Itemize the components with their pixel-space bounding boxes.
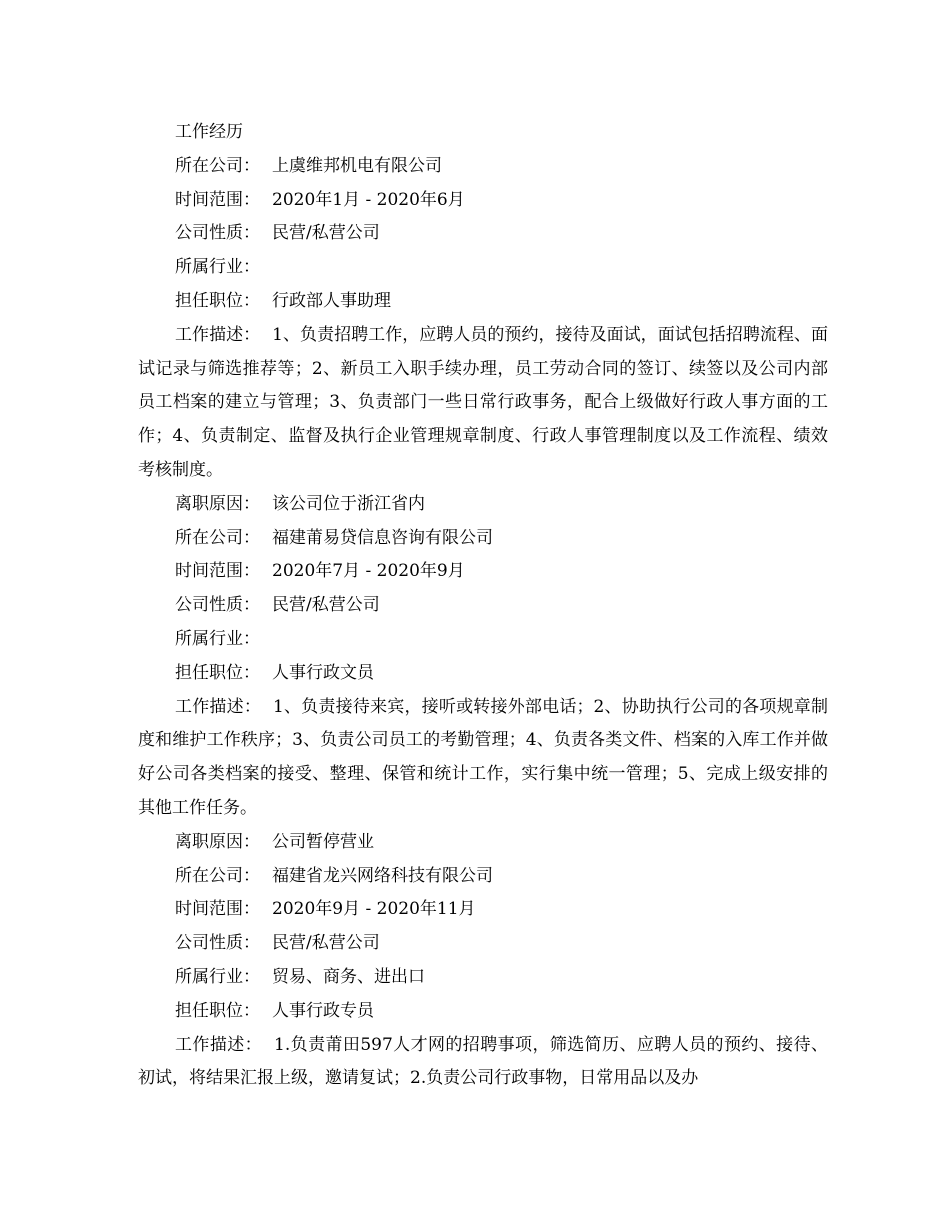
reason-label: 离职原因： [175, 831, 260, 852]
reason-row [138, 826, 828, 860]
description-label: 工作描述： [175, 324, 261, 345]
company-row [138, 522, 828, 556]
company-value: 福建莆易贷信息咨询有限公司 [272, 527, 493, 548]
nature-label: 公司性质： [175, 933, 260, 954]
nature-label: 公司性质： [175, 223, 260, 244]
description-label: 工作描述： [175, 1034, 263, 1055]
period-label: 时间范围： [175, 899, 260, 920]
nature-row [138, 217, 828, 251]
description-paragraph [138, 1029, 828, 1097]
period-label: 时间范围： [175, 561, 260, 582]
description-value: 1、负责接待来宾，接听或转接外部电话；2、协助执行公司的各项规章制度和维护工作秩序；3、负责公司员工的考勤管理；4、负责各类文件、档案的入库工作并做好公司各类档案的接受、整理、保管和统计工作，实行集中统一管理；5、完成上级安排的其他工作任务。 [138, 696, 828, 818]
description-value: 1、负责招聘工作，应聘人员的预约，接待及面试，面试包括招聘流程、面试记录与筛选推荐等；2、新员工入职手续办理，员工劳动合同的签订、续签以及公司内部员工档案的建立与管理；3、负责部门一些日常行政事务，配合上级做好行政人事方面的工作；4、负责制定、监督及执行企业管理规章制度、行政人事管理制度以及工作流程、绩效考核制度。 [138, 324, 828, 480]
company-row [138, 860, 828, 894]
position-label: 担任职位： [175, 662, 260, 683]
period-label: 时间范围： [175, 189, 260, 210]
nature-value: 民营/私营公司 [272, 595, 380, 616]
company-value: 福建省龙兴网络科技有限公司 [272, 865, 493, 886]
reason-value: 公司暂停营业 [272, 831, 374, 852]
description-paragraph [138, 691, 828, 826]
nature-value: 民营/私营公司 [272, 223, 380, 244]
reason-label: 离职原因： [175, 493, 260, 514]
position-value: 行政部人事助理 [272, 290, 391, 311]
company-label: 所在公司： [175, 865, 260, 886]
nature-value: 民营/私营公司 [272, 933, 380, 954]
description-label: 工作描述： [175, 696, 262, 717]
industry-row [138, 961, 828, 995]
period-row [138, 555, 828, 589]
job-entry [138, 522, 828, 860]
nature-row [138, 927, 828, 961]
position-value: 人事行政文员 [272, 662, 374, 683]
industry-value: 贸易、商务、进出口 [272, 966, 425, 987]
nature-row [138, 589, 828, 623]
industry-row [138, 623, 828, 657]
company-label: 所在公司： [175, 155, 260, 176]
company-row [138, 150, 828, 184]
nature-label: 公司性质： [175, 595, 260, 616]
period-value: 2020年9月 - 2020年11月 [272, 899, 476, 920]
position-label: 担任职位： [175, 1000, 260, 1021]
period-value: 2020年1月 - 2020年6月 [272, 189, 465, 210]
position-value: 人事行政专员 [272, 1000, 374, 1021]
position-row [138, 657, 828, 691]
period-value: 2020年7月 - 2020年9月 [272, 561, 465, 582]
description-paragraph [138, 319, 828, 488]
reason-value: 该公司位于浙江省内 [272, 493, 425, 514]
period-row [138, 893, 828, 927]
industry-label: 所属行业： [175, 628, 260, 649]
period-row [138, 184, 828, 218]
company-label: 所在公司： [175, 527, 260, 548]
industry-label: 所属行业： [175, 257, 260, 278]
industry-row [138, 251, 828, 285]
position-row [138, 995, 828, 1029]
section-heading: 工作经历 [175, 122, 243, 142]
description-value: 1.负责莆田597人才网的招聘事项，筛选简历、应聘人员的预约、接待、初试，将结果汇报上级，邀请复试；2.负责公司行政事物，日常用品以及办 [138, 1034, 828, 1089]
job-entry [138, 860, 828, 1097]
company-value: 上虞维邦机电有限公司 [272, 155, 442, 176]
position-row [138, 285, 828, 319]
job-entry [138, 150, 828, 522]
resume-page [138, 116, 828, 1096]
reason-row [138, 488, 828, 522]
position-label: 担任职位： [175, 290, 260, 311]
industry-label: 所属行业： [175, 966, 260, 987]
